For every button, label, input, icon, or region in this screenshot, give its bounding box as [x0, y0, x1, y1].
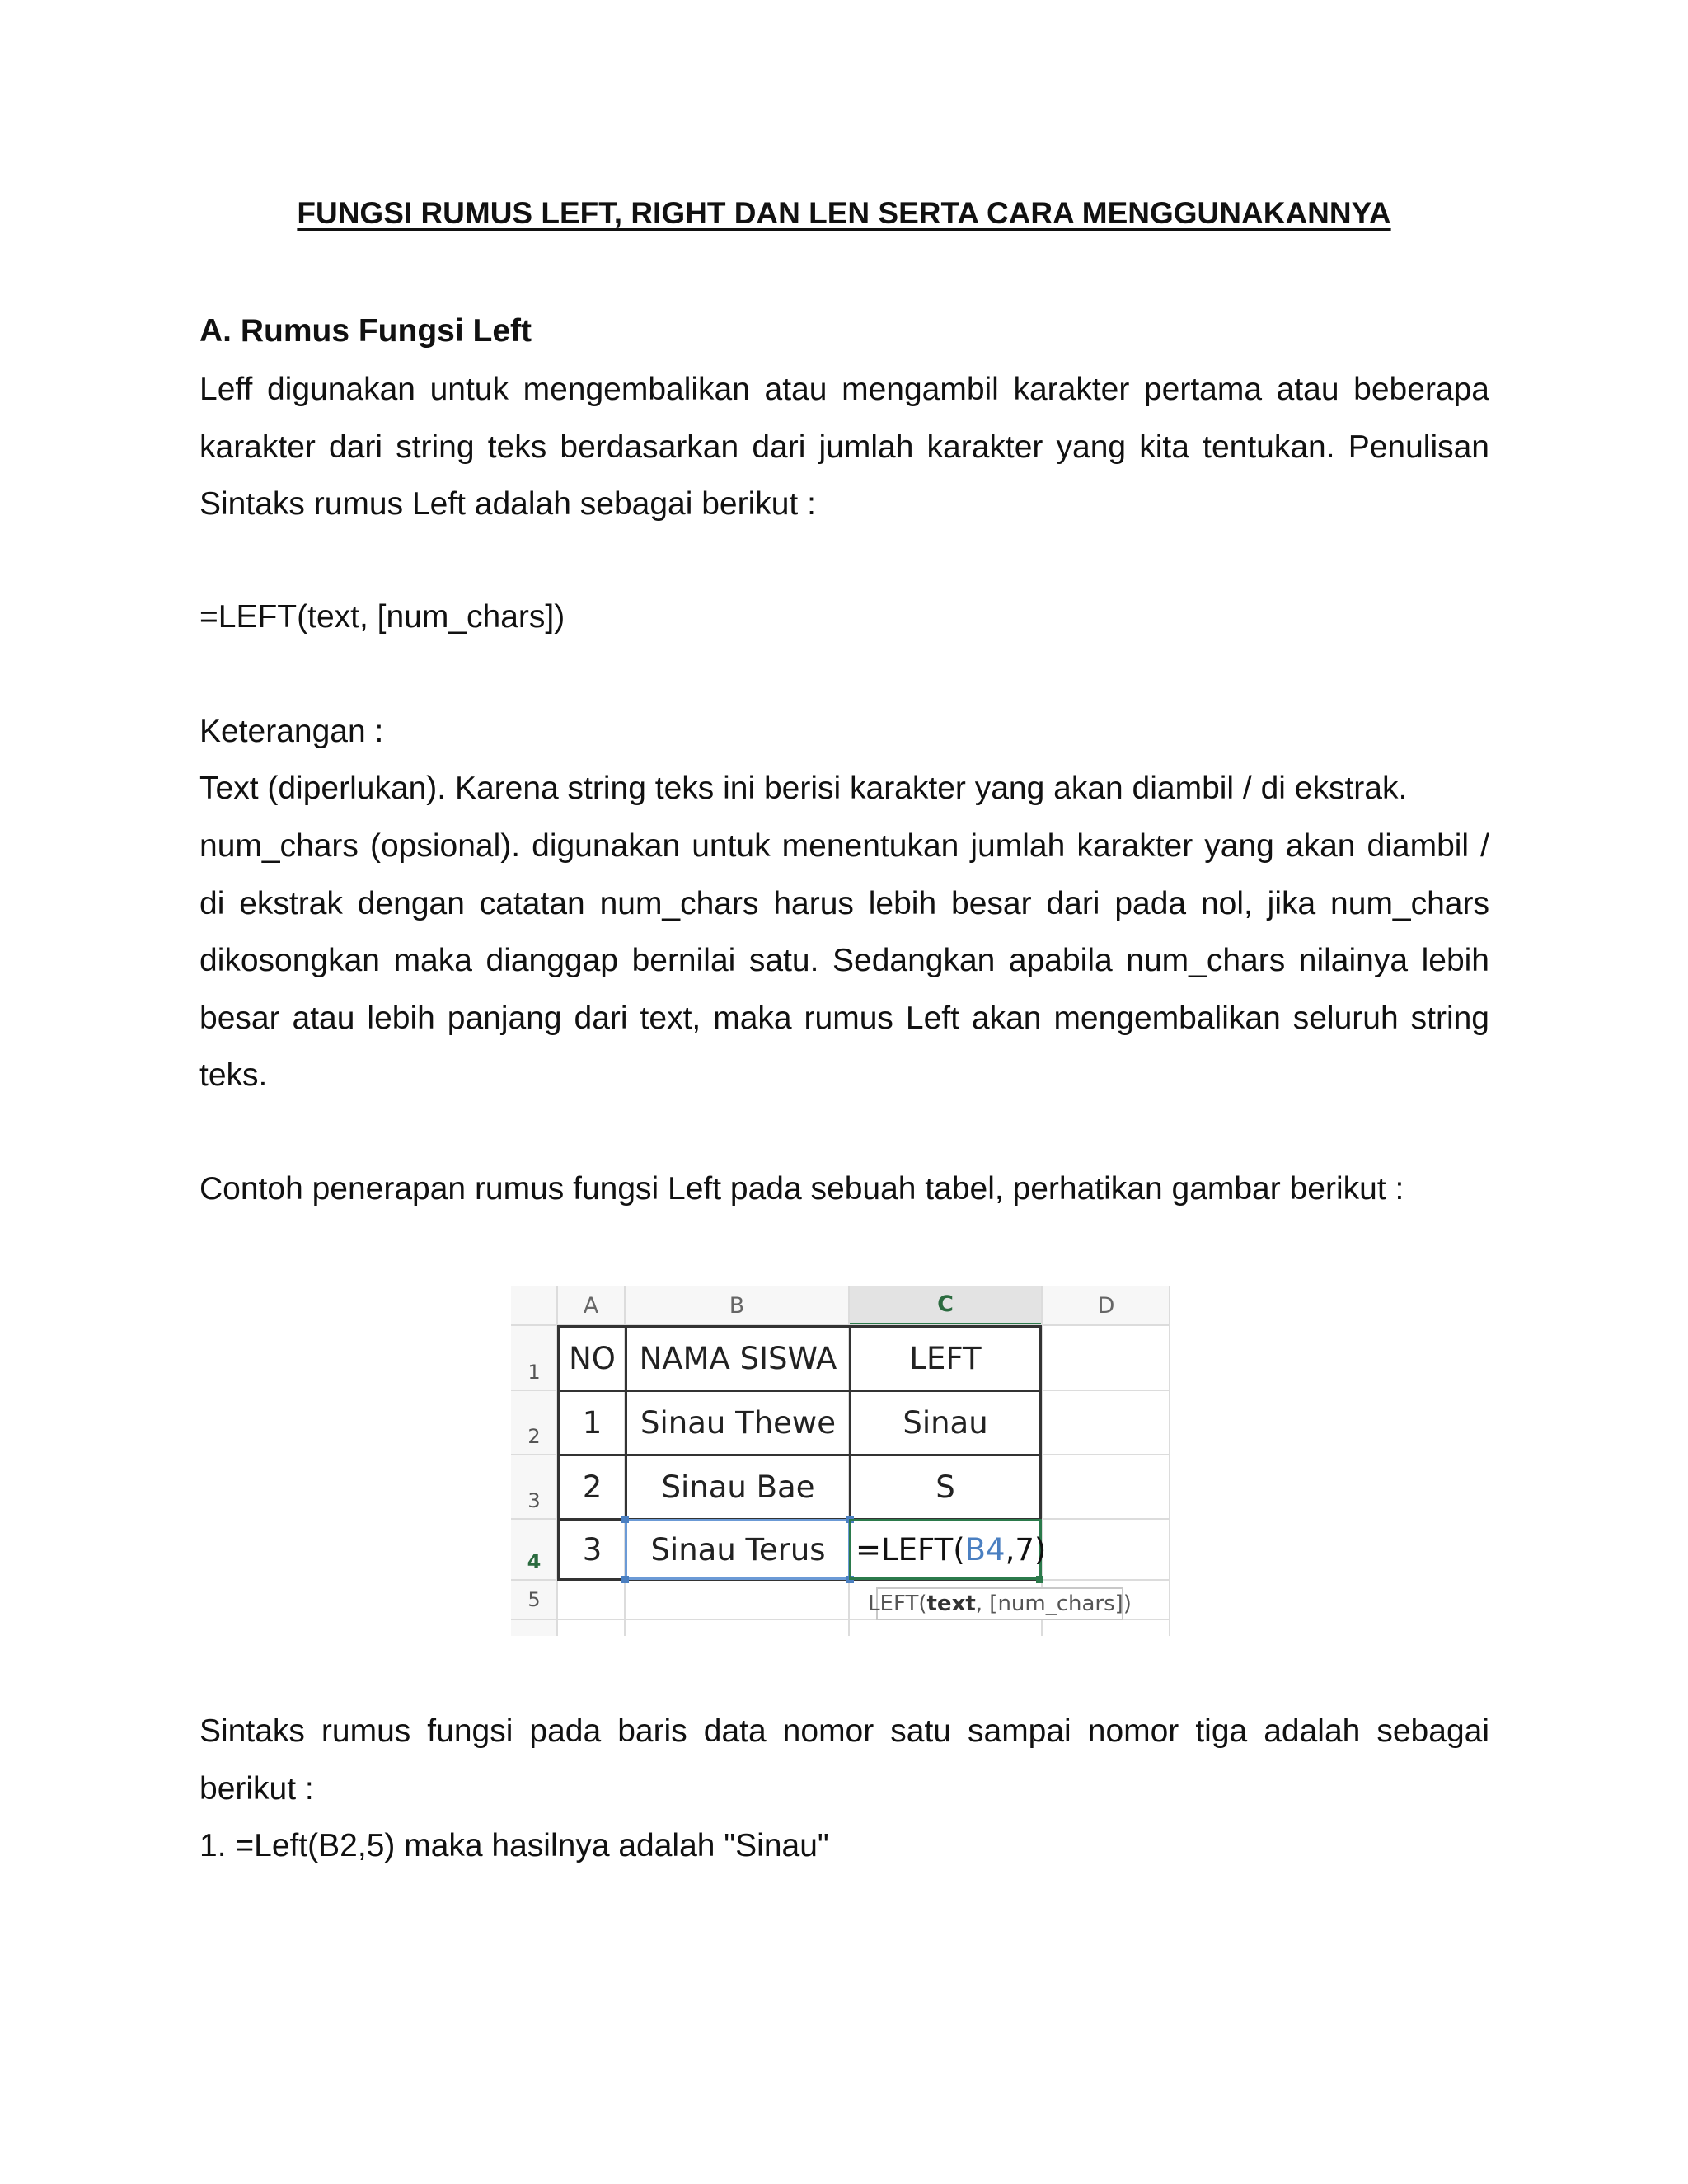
table-cell: Sinau Bae [661, 1469, 815, 1505]
row-header-4: 4 [527, 1550, 542, 1573]
example-intro: Contoh penerapan rumus fungsi Left pada sebuah tabel, perhatikan gambar berikut : [199, 1171, 1404, 1207]
table-header-nama-siswa: NAMA SISWA [639, 1341, 837, 1376]
section-a-heading: A. Rumus Fungsi Left [199, 313, 532, 349]
keterangan-label: Keterangan : [199, 714, 384, 749]
table-cell: 2 [582, 1469, 603, 1505]
column-header-d: D [1097, 1292, 1115, 1319]
table-cell: Sinau [903, 1405, 988, 1441]
row-header-2: 2 [528, 1425, 541, 1448]
formula-cell-content: =LEFT( B4 ,7) [856, 1531, 1047, 1568]
text-explanation: Text (diperlukan). Karena string teks ini berisi karakter yang akan diambil / di ekstrak. [199, 771, 1408, 806]
document-title: FUNGSI RUMUS LEFT, RIGHT DAN LEN SERTA CARA MENGGUNAKANNYA [297, 196, 1391, 230]
table-header-no: NO [569, 1341, 616, 1376]
example-1: 1. =Left(B2,5) maka hasilnya adalah "Sinau" [199, 1828, 829, 1863]
row-header-3: 3 [528, 1489, 541, 1512]
intro-paragraph: Leff digunakan untuk mengembalikan atau mengambil karakter pertama atau beberapa karakter dari string teks berdasarkan dari jumlah karakter yang kita tentukan. Penulisan Sintaks rumus Left adalah sebagai berikut : [199, 372, 1489, 522]
function-tooltip: LEFT( text , [num_chars]) [876, 1587, 1123, 1620]
syntax-line: =LEFT(text, [num_chars]) [199, 599, 565, 635]
row-header-5: 5 [528, 1588, 541, 1611]
num-chars-explanation: num_chars (opsional). digunakan untuk menentukan jumlah karakter yang akan diambil / di ekstrak dengan catatan num_chars harus lebih besar dari pada nol, jika num_chars dikosongkan maka dianggap bernilai satu. Sedangkan apabila num_chars nilainya lebih besar atau lebih panjang dari text, maka rumus Left akan mengembalikan seluruh string teks. [199, 828, 1489, 1093]
column-header-c: C [849, 1286, 1042, 1325]
table-cell: 1 [582, 1405, 603, 1441]
table-cell: Sinau Terus [650, 1531, 826, 1568]
column-header-a: A [583, 1292, 599, 1319]
referenced-cell-highlight [625, 1519, 851, 1580]
table-cell: 3 [582, 1531, 603, 1568]
table-header-left: LEFT [909, 1341, 982, 1376]
table-cell: S [935, 1469, 955, 1505]
table-cell: Sinau Thewe [640, 1405, 836, 1441]
row-header-1: 1 [528, 1361, 541, 1384]
column-header-b: B [729, 1292, 745, 1319]
syntax-rows-intro: Sintaks rumus fungsi pada baris data nomor satu sampai nomor tiga adalah sebagai berikut : [199, 1713, 1489, 1807]
spreadsheet-figure [511, 1286, 1170, 1636]
